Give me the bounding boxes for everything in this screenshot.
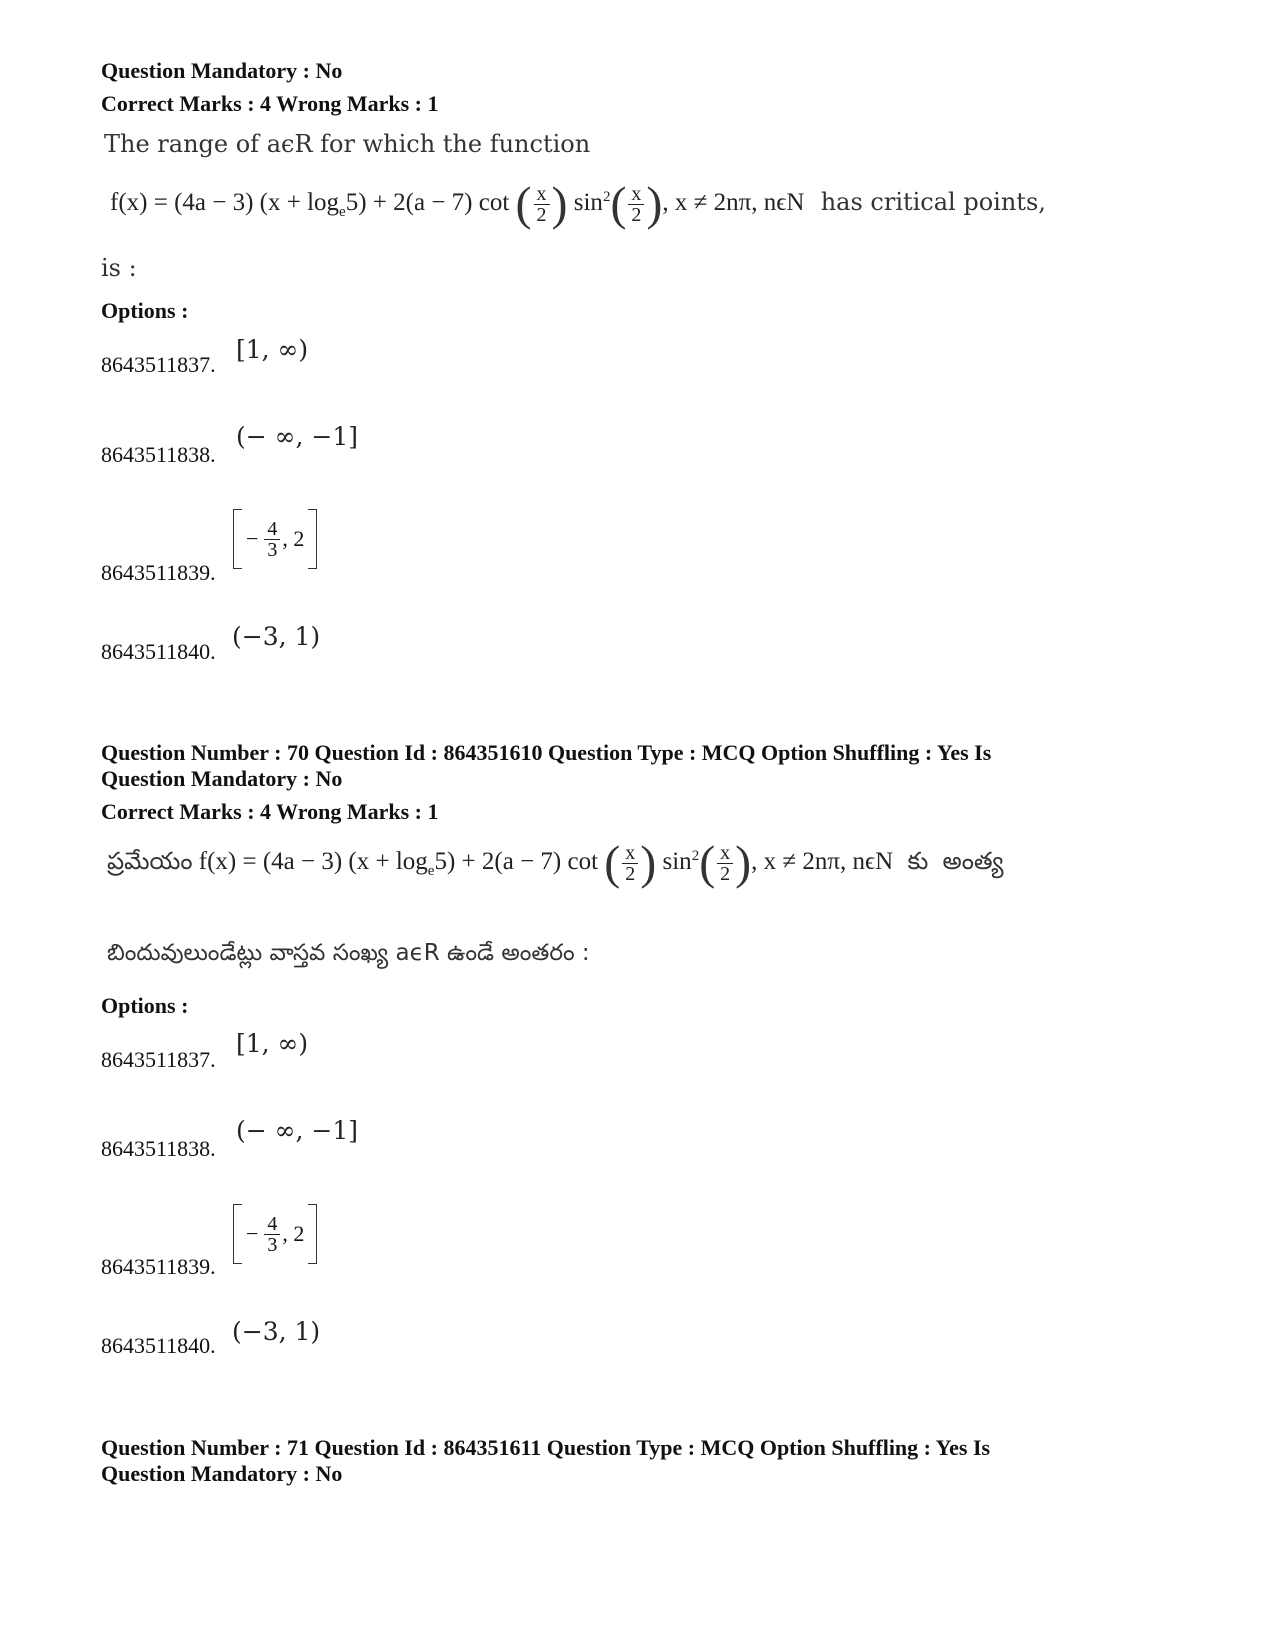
q69-option-3-value [233, 509, 317, 569]
q69-tail: has critical points, [820, 188, 1046, 217]
q69-is: is : [101, 254, 137, 282]
q70-option-2-value: (− ∞, −1] [236, 1116, 358, 1145]
q70-telugu-ku: కు [907, 847, 929, 876]
q70-frac-den-2: 2 [720, 863, 731, 885]
q70-option-4-value: (−3, 1) [232, 1317, 321, 1346]
q69-marks: Correct Marks : 4 Wrong Marks : 1 [101, 91, 439, 116]
q69-f-sin-pow: 2 [602, 188, 611, 205]
q70-option-3-value [233, 1204, 317, 1264]
q70-f-lhs: f(x) = (4a − 3) (x + log [198, 848, 428, 876]
q70-mandatory: Question Mandatory : No [101, 766, 343, 791]
q70-frac-num-2: x [717, 843, 733, 864]
q69-option-1-value: [1, ∞) [236, 335, 309, 364]
q69-f-lhs: f(x) = (4a − 3) (x + log [110, 189, 340, 217]
q69-option-3-sign: − [246, 526, 259, 551]
q69-option-4-value: (−3, 1) [232, 622, 321, 651]
q71-header: Question Number : 71 Question Id : 864351611 Question Type : MCQ Option Shuffling : Yes Is [101, 1435, 991, 1460]
q69-mandatory: Question Mandatory : No [101, 58, 343, 83]
q69-option-2-value: (− ∞, −1] [236, 422, 358, 451]
q70-marks: Correct Marks : 4 Wrong Marks : 1 [101, 799, 439, 824]
q69-intro: The range of aϵR for which the function [104, 130, 591, 158]
q69-option-3-id: 8643511839. [101, 560, 216, 585]
q70-option-3-id: 8643511839. [101, 1254, 216, 1279]
q69-option-3-right: , 2 [282, 526, 305, 551]
q69-options-label: Options : [101, 298, 189, 323]
q70-option-3-den: 3 [267, 1233, 278, 1256]
q70-option-3-right: , 2 [282, 1221, 305, 1246]
q70-function: ప్రమేయం f(x) = (4a − 3) $(x + \log_e5) + 2(a - 7)$ cot ( $\frac{x}{2}$ ) $\sin^2$( $\frac{x}{2}$ ), x ≠ 2nπ, nϵN కు అంత్య [107, 836, 1004, 890]
q70-telugu-end: అంత్య [942, 847, 1004, 876]
q70-telugu-pre: ప్రమేయం [107, 847, 193, 876]
q69-frac-num-1: x [534, 184, 550, 205]
q70-option-2-id: 8643511838. [101, 1136, 216, 1161]
q69-function: f(x) = (4a − 3) $(x + \log_e5) + 2(a - 7)$ cot ( $\frac{x}{2}$ ) $\sin^2$( $\frac{x}{2}$ ), x ≠ 2nπ, nϵN has critical points, [110, 177, 1046, 231]
q69-option-1-id: 8643511837. [101, 352, 216, 377]
q70-options-label: Options : [101, 993, 189, 1018]
q69-frac-den-1: 2 [536, 204, 547, 226]
q70-option-4-id: 8643511840. [101, 1333, 216, 1358]
q70-header: Question Number : 70 Question Id : 864351610 Question Type : MCQ Option Shuffling : Yes Is [101, 740, 992, 765]
q69-option-2-id: 8643511838. [101, 442, 216, 467]
q70-option-1-id: 8643511837. [101, 1047, 216, 1072]
q70-option-3-sign: − [246, 1221, 259, 1246]
q70-f-sin: sin [662, 848, 692, 876]
q70-condition: , x ≠ 2nπ, nϵN [751, 848, 894, 876]
q70-telugu-line2: బిందువులుండేట్లు వాస్తవ సంఖ్య aϵR ఉండే అంతరం : [107, 940, 590, 966]
q69-frac-den-2: 2 [631, 204, 642, 226]
q70-f-mid: 5) + 2(a − 7) cot [434, 848, 599, 876]
q69-option-3-num: 4 [264, 519, 280, 540]
q69-f-mid: 5) + 2(a − 7) cot [345, 189, 510, 217]
q70-option-3-num: 4 [264, 1214, 280, 1235]
q69-f-e: e [339, 204, 346, 221]
q70-option-1-value: [1, ∞) [236, 1029, 309, 1058]
q70-frac-num-1: x [622, 843, 638, 864]
q70-f-sin-pow: 2 [691, 847, 700, 864]
q70-frac-den-1: 2 [625, 863, 636, 885]
q70-f-e: e [427, 863, 435, 880]
q69-f-sin: sin [573, 189, 603, 217]
q69-option-3-den: 3 [267, 538, 278, 561]
q69-condition: , x ≠ 2nπ, nϵN [662, 189, 805, 217]
q69-frac-num-2: x [628, 184, 644, 205]
q71-mandatory: Question Mandatory : No [101, 1461, 343, 1486]
q69-option-4-id: 8643511840. [101, 639, 216, 664]
